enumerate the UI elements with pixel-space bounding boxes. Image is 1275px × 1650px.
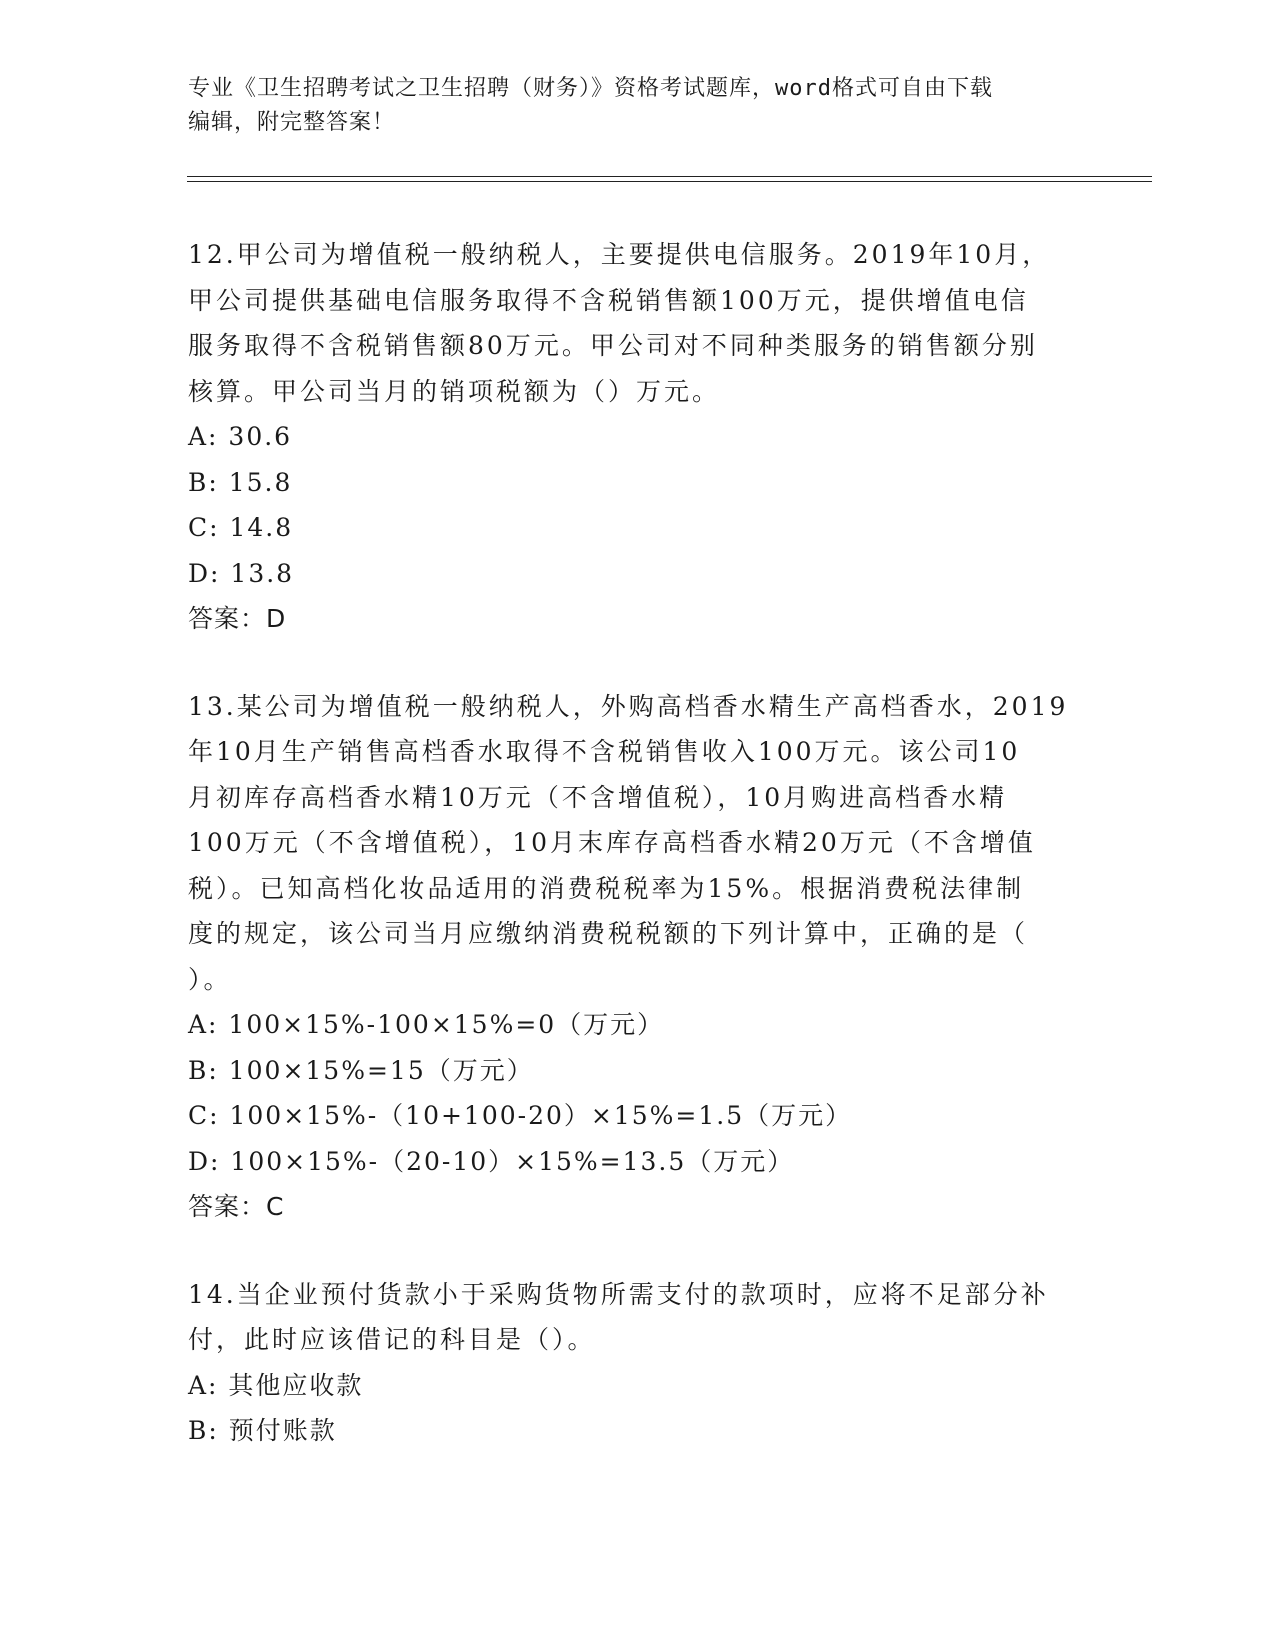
header-divider-bottom (187, 181, 1152, 182)
question-13 (188, 684, 1088, 1230)
option-b: B: 100×15%=15（万元） (188, 1055, 534, 1085)
header-line-2: 编辑，附完整答案！ (188, 110, 396, 135)
question-line: ）。 (188, 964, 232, 994)
question-line: 年10月生产销售高档香水取得不含税销售收入100万元。该公司10 (188, 737, 1021, 766)
question-12-text (188, 232, 1088, 414)
question-line: 核算。甲公司当月的销项税额为（）万元。 (188, 376, 721, 406)
option-c: C: 100×15%-（10+100-20）×15%=1.5（万元） (188, 1101, 853, 1130)
answer-label: 答案：D (188, 604, 287, 633)
option-a: A: 30.6 (188, 422, 293, 451)
option-b: B: 15.8 (188, 467, 293, 497)
option-d: D: 13.8 (188, 558, 295, 588)
document-header (188, 72, 1068, 140)
question-line: 100万元（不含增值税），10月末库存高档香水精20万元（不含增值 (188, 828, 1036, 857)
question-line: 甲公司提供基础电信服务取得不含税销售额100万元，提供增值电信 (188, 285, 1029, 315)
header-line-1: 专业《卫生招聘考试之卫生招聘（财务）》资格考试题库，word格式可自由下载 (188, 76, 993, 101)
question-14-text (188, 1272, 1088, 1363)
question-list (188, 232, 1088, 1496)
question-line: 12.甲公司为增值税一般纳税人，主要提供电信服务。2019年10月， (188, 240, 1051, 269)
option-d: D: 100×15%-（20-10）×15%=13.5（万元） (188, 1146, 795, 1176)
option-b: B: 预付账款 (188, 1416, 337, 1445)
question-line: 税）。已知高档化妆品适用的消费税税率为15%。根据消费税法律制 (188, 873, 1025, 903)
question-14 (188, 1272, 1088, 1454)
question-12 (188, 232, 1088, 642)
header-divider-top (187, 176, 1152, 177)
option-a: A: 其他应收款 (188, 1370, 364, 1400)
question-line: 月初库存高档香水精10万元（不含增值税），10月购进高档香水精 (188, 782, 1008, 812)
option-a: A: 100×15%-100×15%=0（万元） (188, 1010, 665, 1039)
option-c: C: 14.8 (188, 513, 294, 542)
answer-label: 答案：C (188, 1192, 285, 1221)
question-line: 13.某公司为增值税一般纳税人，外购高档香水精生产高档香水，2019 (188, 691, 1069, 721)
question-line: 14.当企业预付货款小于采购货物所需支付的款项时，应将不足部分补 (188, 1279, 1049, 1309)
question-line: 度的规定，该公司当月应缴纳消费税税额的下列计算中，正确的是（ (188, 919, 1029, 948)
question-line: 付，此时应该借记的科目是（）。 (188, 1325, 596, 1354)
question-line: 服务取得不含税销售额80万元。甲公司对不同种类服务的销售额分别 (188, 331, 1038, 360)
question-13-text (188, 684, 1088, 1003)
